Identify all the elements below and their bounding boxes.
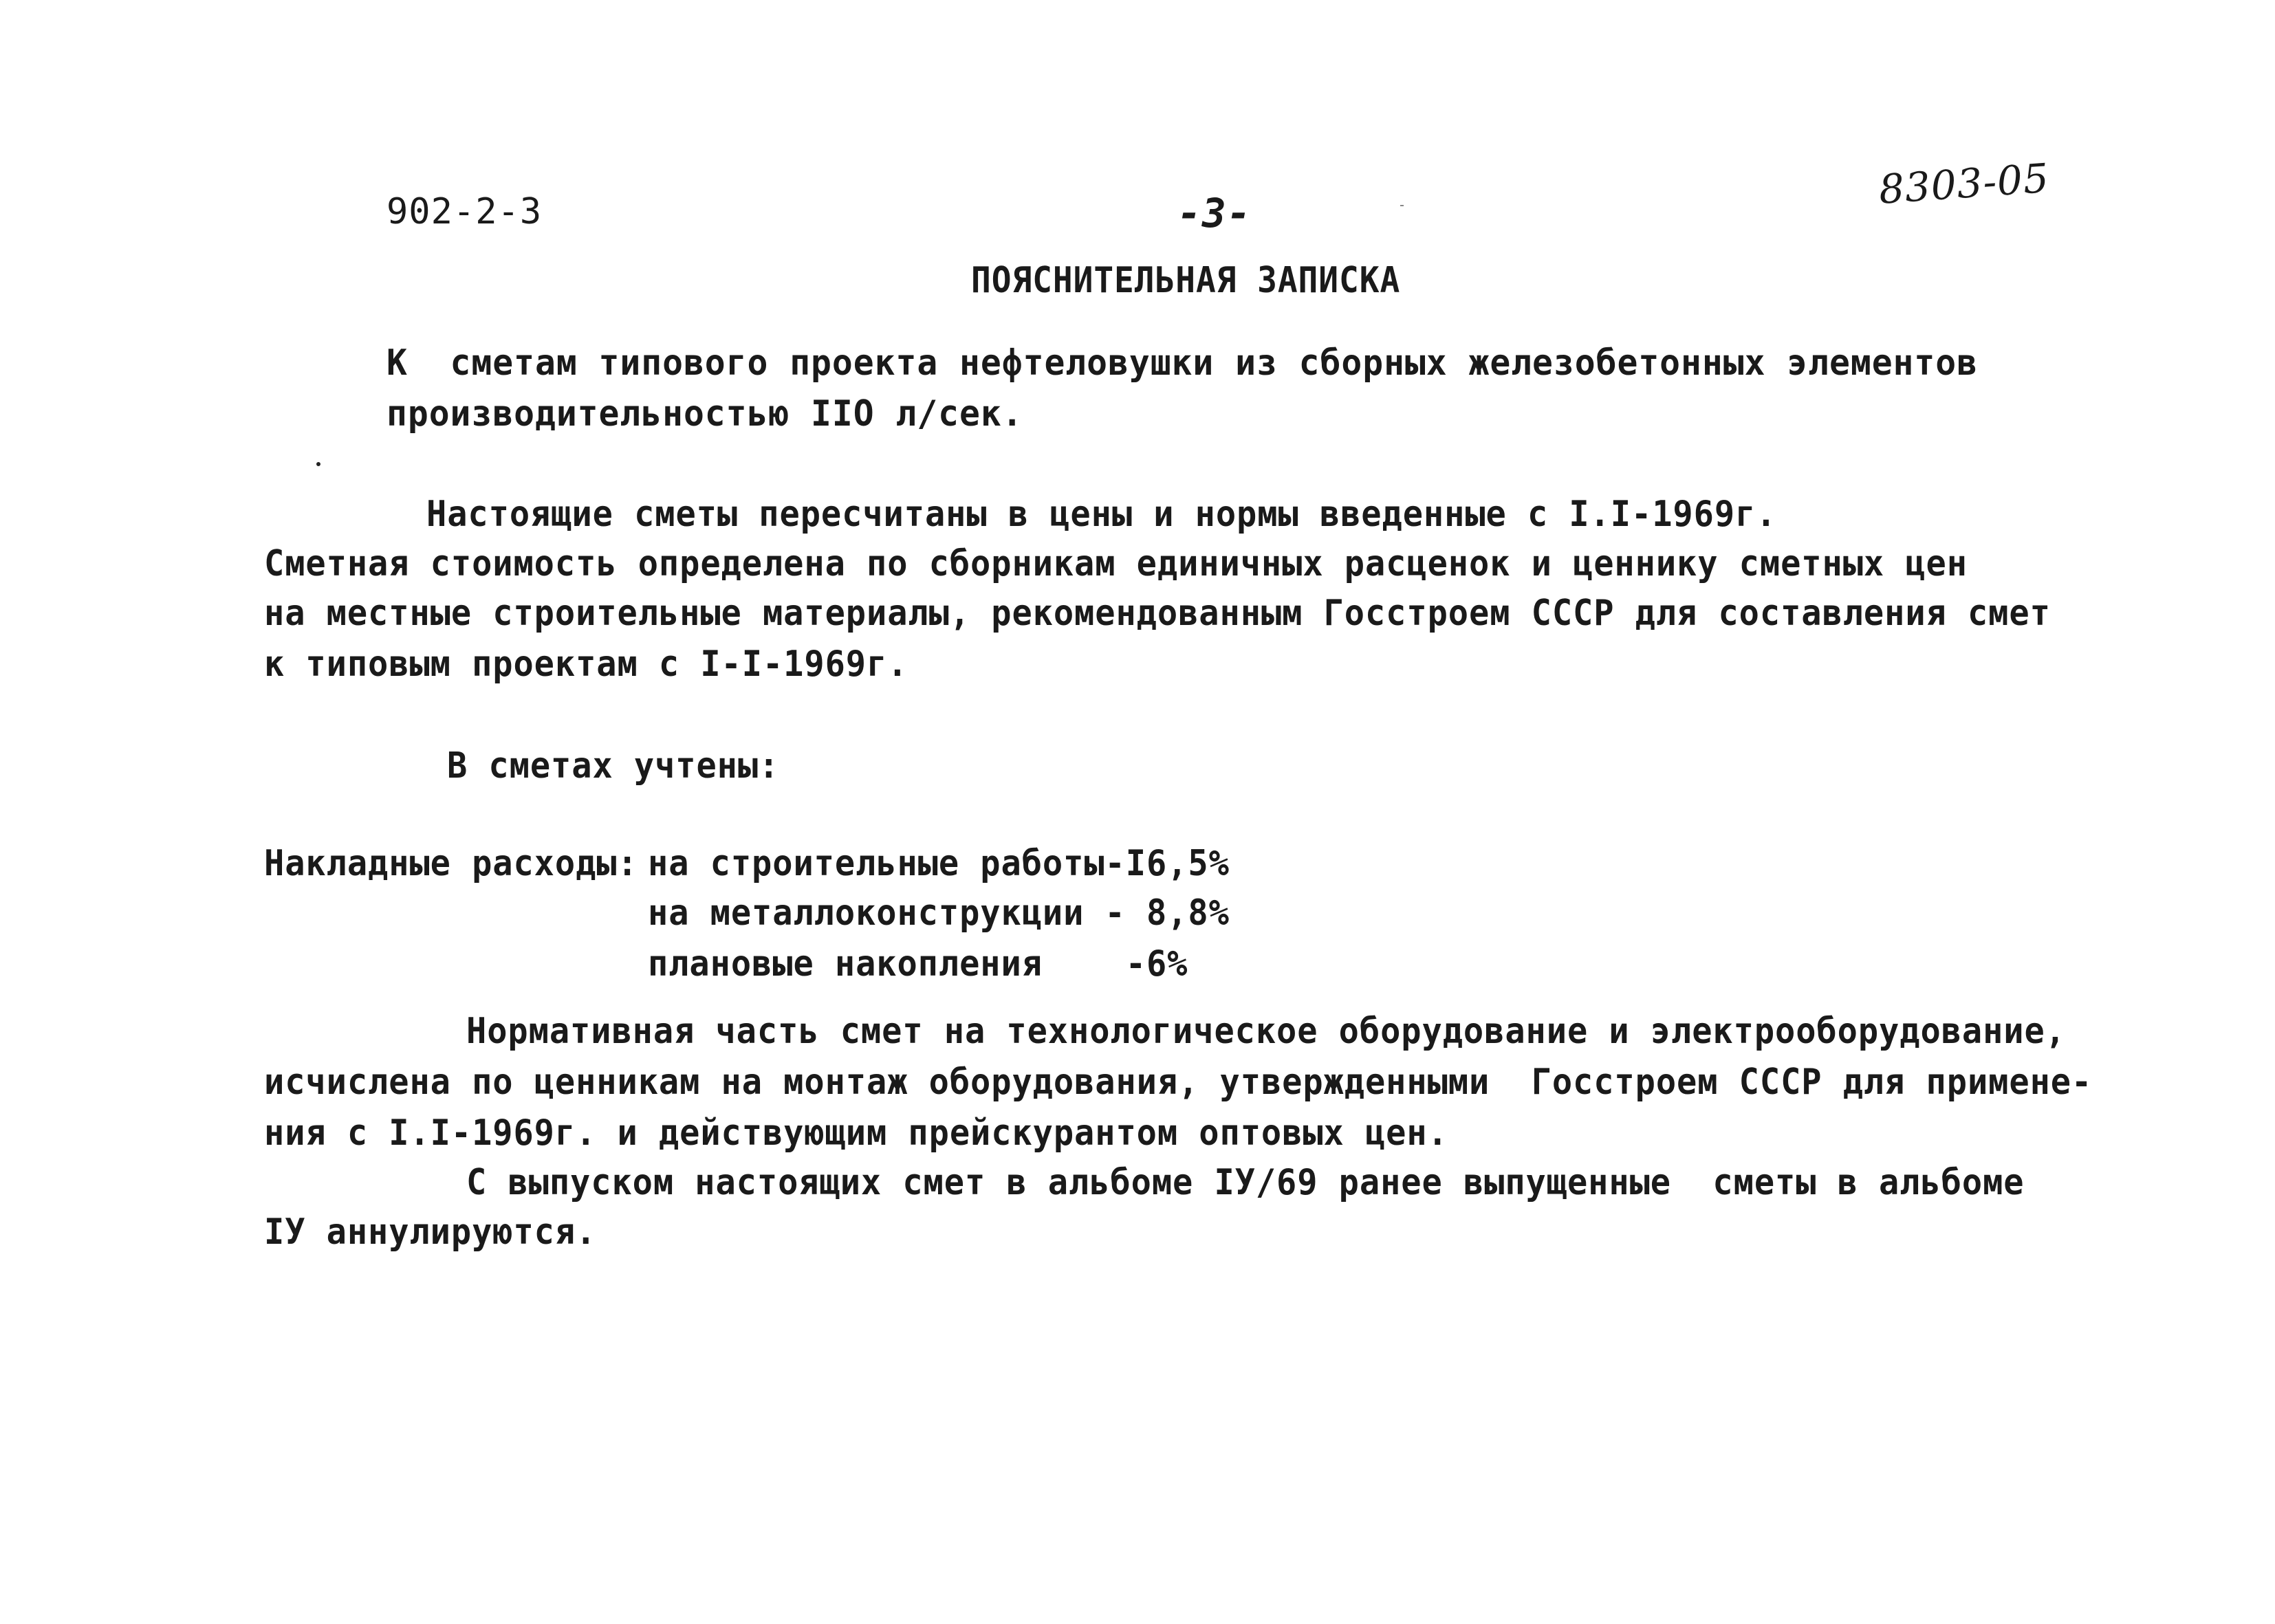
overheads-label: Накладные расходы: [264,843,638,884]
paragraph-line: Настоящие сметы пересчитаны в цены и нормы введенные с I.I-1969г. [426,494,1777,535]
paragraph-line: исчислена по ценникам на монтаж оборудования, утвержденными Госстроем СССР для примене- [264,1062,2093,1103]
paragraph-line: на местные строительные материалы, рекомендованным Госстроем СССР для составления смет [264,593,2051,634]
paragraph-line: IУ аннулируются. [264,1211,597,1253]
page-number: -3- [1177,190,1252,237]
paragraph-line: Сметная стоимость определена по сборникам единичных расценок и ценнику сметных цен [264,543,1968,584]
subject-line: К сметам типового проекта нефтеловушки из сборных железобетонных элементов [387,342,1978,384]
archive-number: 8303-05 [1877,154,2051,213]
overhead-item: на металлоконструкции - 8,8% [648,892,1230,934]
document-code: 902-2-3 [387,191,543,232]
paragraph-line: С выпуском настоящих смет в альбоме IУ/69 ранее выпущенные сметы в альбоме [466,1162,2025,1203]
document-title: ПОЯСНИТЕЛЬНАЯ ЗАПИСКА [971,260,1401,301]
scan-speck [316,462,320,466]
scan-speck [1400,205,1404,206]
subject-line: производительностью IIO л/сек. [387,393,1023,435]
paragraph-line: ния с I.I-1969г. и действующим прейскурантом оптовых цен. [264,1112,1448,1154]
considered-heading: В сметах учтены: [447,745,780,787]
paragraph-line: Нормативная часть смет на технологическое оборудование и электрооборудование, [466,1011,2066,1052]
paragraph-line: к типовым проектам с I-I-1969г. [264,644,908,685]
overhead-item: плановые накопления -6% [648,943,1188,985]
overhead-item: на строительные работы-I6,5% [648,843,1230,884]
